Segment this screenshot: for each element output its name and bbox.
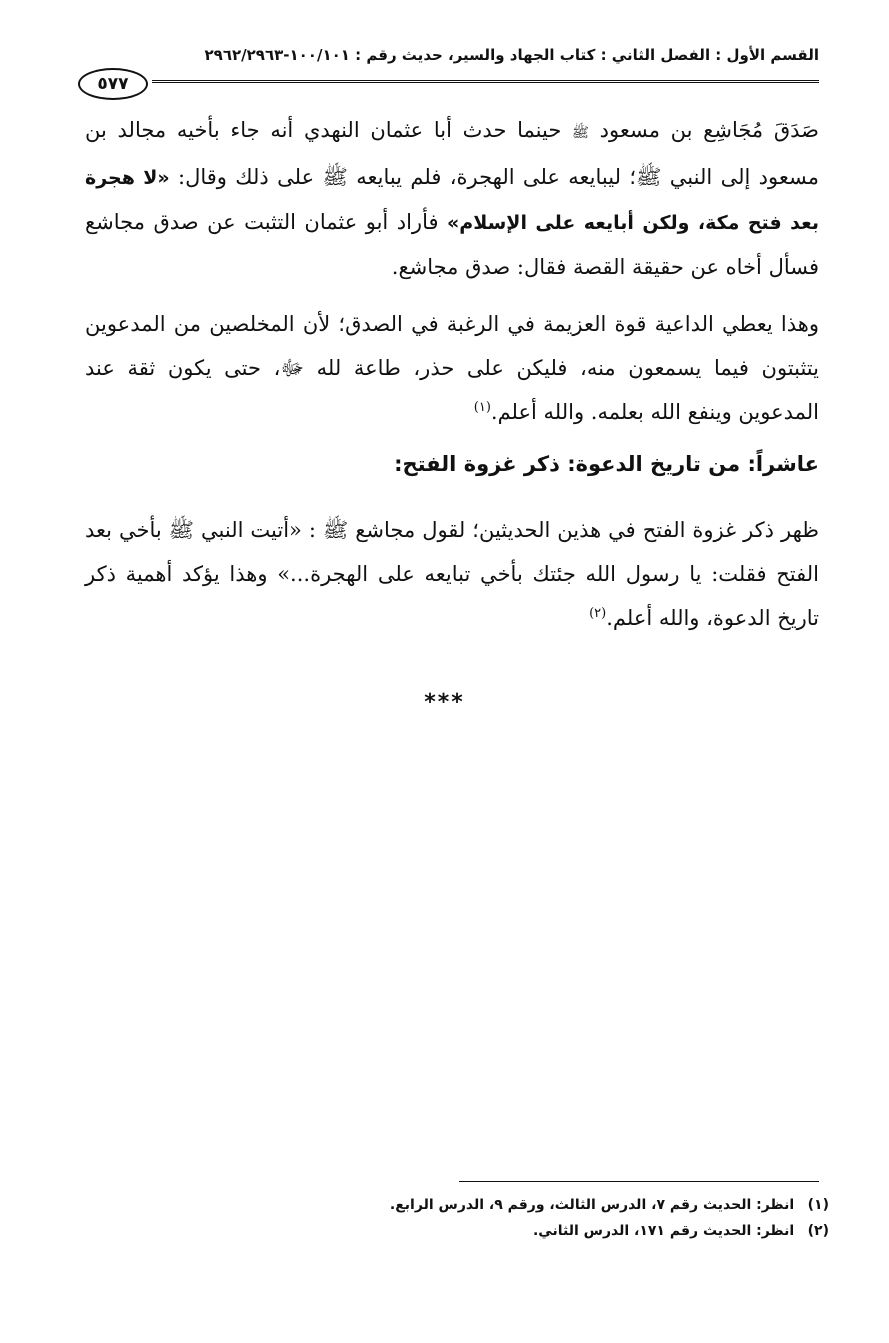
footnote-item [85,1218,829,1244]
footnote-text: انظر: الحديث رقم ٧، الدرس الثالث، ورقم ٩، الدرس الرابع. [389,1197,795,1213]
footnote-number: (١) [807,1197,829,1213]
footnote-number: (٢) [807,1223,829,1239]
paragraph-1-closing: فأراد أبو عثمان التثبت عن صدق مجاشع فسأل أخاه عن حقيقة القصة فقال: صدق مجاشع. [85,210,819,279]
paragraph-1 [85,108,819,289]
paragraph-2-text: وهذا يعطي الداعية قوة العزيمة في الرغبة في الصدق؛ لأن المخلصين من المدعوين يتثبتون فيما يسمعون منه، فليكن على حذر، طاعة لله ﷻ، حتى يكون ثقة عند المدعوين وينفع الله بعلمه. والله أعلم. [85,312,819,424]
paragraph-1-middle: حينما حدث أبا عثمان النهدي أنه جاء بأخيه مجالد بن مسعود إلى النبي ﷺ؛ ليبايعه على الهجرة، فلم يبايعه ﷺ على ذلك وقال: [85,118,819,189]
footnote-ref-2[interactable]: (٢) [589,606,607,621]
footnote-item [85,1192,829,1218]
header-rule [152,80,819,83]
hadith-quote: «لا هجرة بعد فتح مكة، ولكن أبايعه على الإسلام» [85,167,819,234]
footnotes [85,1192,829,1244]
section-separator: *** [424,690,465,715]
running-header: القسم الأول : الفصل الثاني : كتاب الجهاد والسير، حديث رقم : ١٠٠/١٠١-٢٩٦٢/٢٩٦٣ [204,46,819,64]
paragraph-3 [85,508,819,640]
paragraph-1-opening: صَدَقَ مُجَاشِع بن مسعود [588,118,820,142]
page-number: ٥٧٧ [78,68,148,100]
footnote-ref-1[interactable]: (١) [473,400,491,415]
section-heading: عاشراً: من تاريخ الدعوة: ذكر غزوة الفتح: [394,452,819,476]
honorific-symbol: ﷺ [572,125,589,141]
paragraph-2 [85,302,819,434]
footnote-rule [459,1181,819,1182]
footnote-text: انظر: الحديث رقم ١٧١، الدرس الثاني. [532,1223,795,1239]
paragraph-3-text: ظهر ذكر غزوة الفتح في هذين الحديثين؛ لقول مجاشع ﷺ : «أتيت النبي ﷺ بأخي بعد الفتح فقلت: يا رسول الله جئتك بأخي تبايعه على الهجرة...» وهذا يؤكد أهمية ذكر تاريخ الدعوة، والله أعلم. [85,518,819,630]
